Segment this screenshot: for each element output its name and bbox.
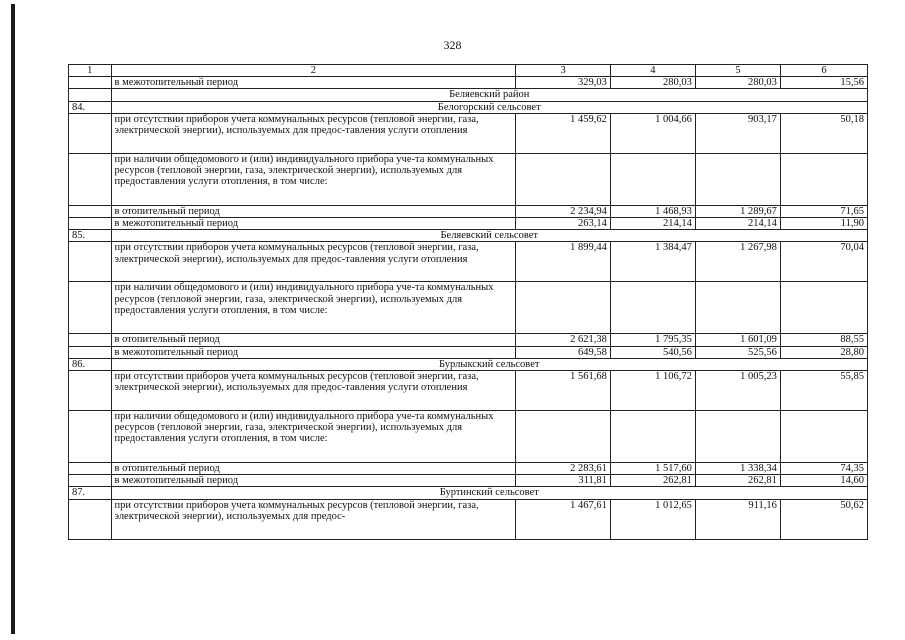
table-row [69,475,868,487]
page-number: 328 [443,38,462,52]
row-label: в межотопительный период [111,218,516,230]
value-col3: 2 234,94 [516,205,611,217]
value-col4: 1 012,65 [610,499,695,539]
value-col5: 1 267,98 [695,242,780,282]
table-row [69,282,868,334]
empty-value-cell [695,411,780,463]
row-number-cell [69,205,112,217]
value-col6: 28,80 [780,346,867,358]
value-col3: 311,81 [516,475,611,487]
column-number-row [69,65,868,77]
table-row [69,411,868,463]
value-col4: 1 517,60 [610,463,695,475]
value-col5: 1 601,09 [695,334,780,346]
row-number-cell [69,218,112,230]
section-title-row [69,487,868,499]
value-col6: 88,55 [780,334,867,346]
row-label: при наличии общедомового и (или) индивидуального прибора уче-та коммунальных ресурсов (тепловой энергии, газа, электрической энергии), используемых для предоставления услуги отопления, в том числе: [111,282,516,334]
value-col3: 2 621,38 [516,334,611,346]
table-row [69,242,868,282]
empty-value-cell [780,153,867,205]
row-label: при отсутствии приборов учета коммунальных ресурсов (тепловой энергии, газа, электрической энергии), используемых для предос-тавления услуги отопления [111,371,516,411]
value-col6: 55,85 [780,371,867,411]
section-title-row [69,101,868,113]
column-header: 4 [610,65,695,77]
row-number-cell [69,89,112,101]
table-row [69,334,868,346]
value-col6: 50,18 [780,113,867,153]
value-col4: 280,03 [610,77,695,89]
column-header: 3 [516,65,611,77]
section-number: 85. [69,230,112,242]
district-title: Беляевский район [111,89,868,101]
column-header: 1 [69,65,112,77]
value-col5: 1 338,34 [695,463,780,475]
value-col5: 1 289,67 [695,205,780,217]
value-col5: 262,81 [695,475,780,487]
row-label: при наличии общедомового и (или) индивидуального прибора уче-та коммунальных ресурсов (тепловой энергии, газа, электрической энергии), используемых для предоставления услуги отопления, в том числе: [111,411,516,463]
empty-value-cell [516,153,611,205]
empty-value-cell [695,282,780,334]
section-number: 87. [69,487,112,499]
table-row [69,463,868,475]
empty-value-cell [695,153,780,205]
value-col4: 1 468,93 [610,205,695,217]
column-header: 2 [111,65,516,77]
row-number-cell [69,475,112,487]
table-row [69,371,868,411]
value-col5: 280,03 [695,77,780,89]
row-label: при наличии общедомового и (или) индивидуального прибора уче-та коммунальных ресурсов (тепловой энергии, газа, электрической энергии), используемых для предоставления услуги отопления, в том числе: [111,153,516,205]
row-label: в межотопительный период [111,475,516,487]
value-col3: 2 283,61 [516,463,611,475]
empty-value-cell [610,282,695,334]
value-col4: 1 106,72 [610,371,695,411]
row-number-cell [69,282,112,334]
column-header: 6 [780,65,867,77]
value-col3: 1 467,61 [516,499,611,539]
tariff-table-body [69,65,868,540]
row-number-cell [69,334,112,346]
value-col5: 1 005,23 [695,371,780,411]
value-col4: 214,14 [610,218,695,230]
value-col5: 911,16 [695,499,780,539]
table-row [69,113,868,153]
value-col3: 1 459,62 [516,113,611,153]
value-col3: 263,14 [516,218,611,230]
empty-value-cell [516,282,611,334]
row-label: при отсутствии приборов учета коммунальных ресурсов (тепловой энергии, газа, электрической энергии), используемых для предос-тавления услуги отопления [111,242,516,282]
table-row [69,499,868,539]
row-label: в отопительный период [111,463,516,475]
section-number: 86. [69,358,112,370]
section-title: Белогорский сельсовет [111,101,868,113]
table-row [69,153,868,205]
district-row [69,89,868,101]
row-label: в межотопительный период [111,77,516,89]
row-number-cell [69,463,112,475]
value-col4: 1 384,47 [610,242,695,282]
table-row [69,77,868,89]
empty-value-cell [780,282,867,334]
table-row [69,205,868,217]
value-col3: 329,03 [516,77,611,89]
row-number-cell [69,499,112,539]
row-number-cell [69,242,112,282]
section-number: 84. [69,101,112,113]
empty-value-cell [516,411,611,463]
value-col3: 1 899,44 [516,242,611,282]
section-title-row [69,230,868,242]
table-row [69,218,868,230]
value-col6: 70,04 [780,242,867,282]
value-col6: 11,90 [780,218,867,230]
row-label: в межотопительный период [111,346,516,358]
value-col3: 649,58 [516,346,611,358]
value-col6: 71,65 [780,205,867,217]
row-label: в отопительный период [111,334,516,346]
value-col6: 15,56 [780,77,867,89]
row-label: при отсутствии приборов учета коммунальных ресурсов (тепловой энергии, газа, электрической энергии), используемых для предос-тавления услуги отопления [111,113,516,153]
column-header: 5 [695,65,780,77]
row-label: в отопительный период [111,205,516,217]
value-col4: 540,56 [610,346,695,358]
value-col5: 214,14 [695,218,780,230]
tariff-table [68,64,868,540]
row-number-cell [69,153,112,205]
section-title: Беляевский сельсовет [111,230,868,242]
page-left-edge [11,4,15,634]
value-col6: 14,60 [780,475,867,487]
value-col4: 1 795,35 [610,334,695,346]
empty-value-cell [610,153,695,205]
empty-value-cell [610,411,695,463]
row-number-cell [69,346,112,358]
table-row [69,346,868,358]
row-number-cell [69,371,112,411]
section-title: Буртинский сельсовет [111,487,868,499]
value-col6: 74,35 [780,463,867,475]
row-number-cell [69,411,112,463]
value-col5: 525,56 [695,346,780,358]
row-number-cell [69,77,112,89]
row-number-cell [69,113,112,153]
section-title: Бурлыкский сельсовет [111,358,868,370]
value-col4: 262,81 [610,475,695,487]
section-title-row [69,358,868,370]
empty-value-cell [780,411,867,463]
value-col5: 903,17 [695,113,780,153]
row-label: при отсутствии приборов учета коммунальных ресурсов (тепловой энергии, газа, электрической энергии), используемых для предос- [111,499,516,539]
value-col3: 1 561,68 [516,371,611,411]
value-col6: 50,62 [780,499,867,539]
value-col4: 1 004,66 [610,113,695,153]
